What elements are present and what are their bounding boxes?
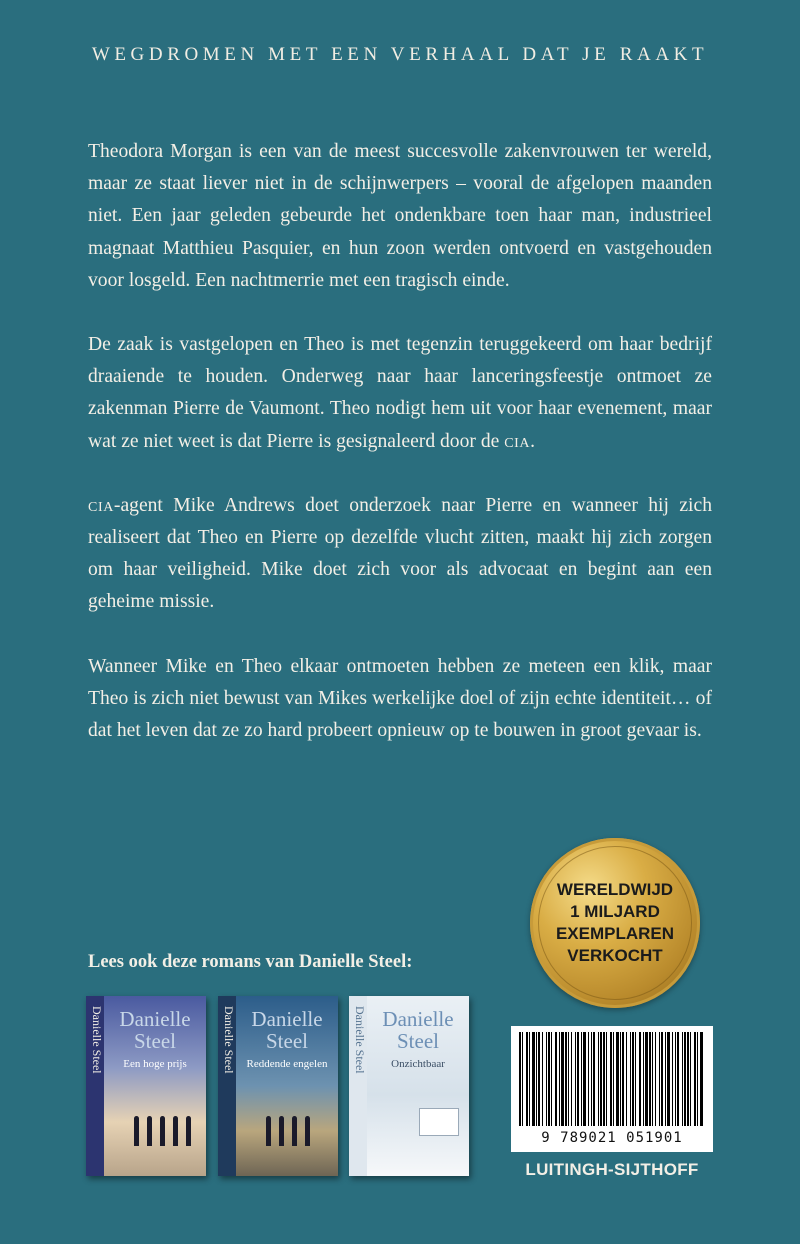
spine-text: Danielle Steel (90, 1006, 104, 1074)
book-title: Reddende engelen (246, 1058, 328, 1070)
tagline: WEGDROMEN MET EEN VERHAAL DAT JE RAAKT (91, 44, 709, 65)
blurb-paragraph-3-text: -agent Mike Andrews doet onderzoek naar Pierre en wanneer hij zich realiseert dat Theo en Pierre op dezelfde vlucht zitten, maakt hij zich zorgen om haar veiligheid. Mike doet zich voor als advocaat en begint aan een geheime missie. (88, 494, 712, 613)
book-title: Onzichtbaar (391, 1058, 445, 1070)
blurb-paragraph-1: Theodora Morgan is een van de meest succesvolle zakenvrouwen ter wereld, maar ze staat liever niet in de schijnwerpers – vooral de afgelopen maanden niet. Een jaar geleden gebeurde het ondenkbare toen haar man, industrieel magnaat Matthieu Pasquier, en hun zoon werden ontvoerd en vastgehouden voor losgeld. Een nachtmerrie met een tragisch einde. (88, 141, 712, 291)
blurb-paragraph-3 (88, 490, 712, 619)
spine-text: Danielle Steel (353, 1006, 367, 1074)
blurb-paragraph-2-end: . (530, 430, 536, 452)
sales-seal (530, 838, 700, 1008)
seal-line-2: 1 MILJARD (570, 902, 660, 921)
barcode-bars (517, 1032, 707, 1128)
blurb (88, 136, 712, 779)
book-cover-reddende-engelen (218, 996, 338, 1176)
book-spine (218, 996, 236, 1176)
seal-line-3: EXEMPLAREN (555, 924, 675, 943)
book-author: Danielle Steel (251, 1007, 323, 1053)
book-author: Danielle Steel (119, 1007, 191, 1053)
nurses-illustration (266, 1116, 310, 1146)
book-spine (349, 996, 367, 1176)
publisher-logo: LUITINGH-SIJTHOFF (525, 1160, 699, 1179)
blurb-paragraph-2 (88, 329, 712, 458)
isbn-number: 9 789021 051901 (541, 1130, 683, 1146)
book-spine (86, 996, 104, 1176)
barcode (511, 1026, 713, 1152)
book-title: Een hoge prijs (123, 1058, 187, 1070)
snowy-house-illustration (419, 1108, 459, 1136)
seal-line-1: WERELDWIJD (556, 880, 674, 899)
cia-abbreviation: cia (88, 494, 114, 516)
seal-ring (538, 846, 692, 1000)
seal-line-4: VERKOCHT (567, 946, 663, 965)
cia-abbreviation: cia (504, 430, 531, 452)
blurb-paragraph-2-text: De zaak is vastgelopen en Theo is met tegenzin teruggekeerd om haar bedrijf draaiende te houden. Onderweg naar haar lanceringsfeestje ontmoet ze zakenman Pierre de Vaumont. Theo nodigt hem uit voor haar evenement, maar wat ze niet weet is dat Pierre is gesignaleerd door de (88, 334, 712, 452)
city-figures-illustration (134, 1116, 191, 1146)
book-cover-onzichtbaar (349, 996, 469, 1176)
spine-text: Danielle Steel (222, 1006, 236, 1074)
read-more-heading: Lees ook deze romans van Danielle Steel: (88, 952, 413, 972)
blurb-paragraph-4: Wanneer Mike en Theo elkaar ontmoeten hebben ze meteen een klik, maar Theo is zich niet bewust van Mikes werkelijke doel of zijn echte identiteit… of dat het leven dat ze zo hard probeert opnieuw op te bouwen in groot gevaar is. (88, 655, 712, 742)
book-author: Danielle Steel (382, 1007, 454, 1053)
book-cover-een-hoge-prijs (86, 996, 206, 1176)
